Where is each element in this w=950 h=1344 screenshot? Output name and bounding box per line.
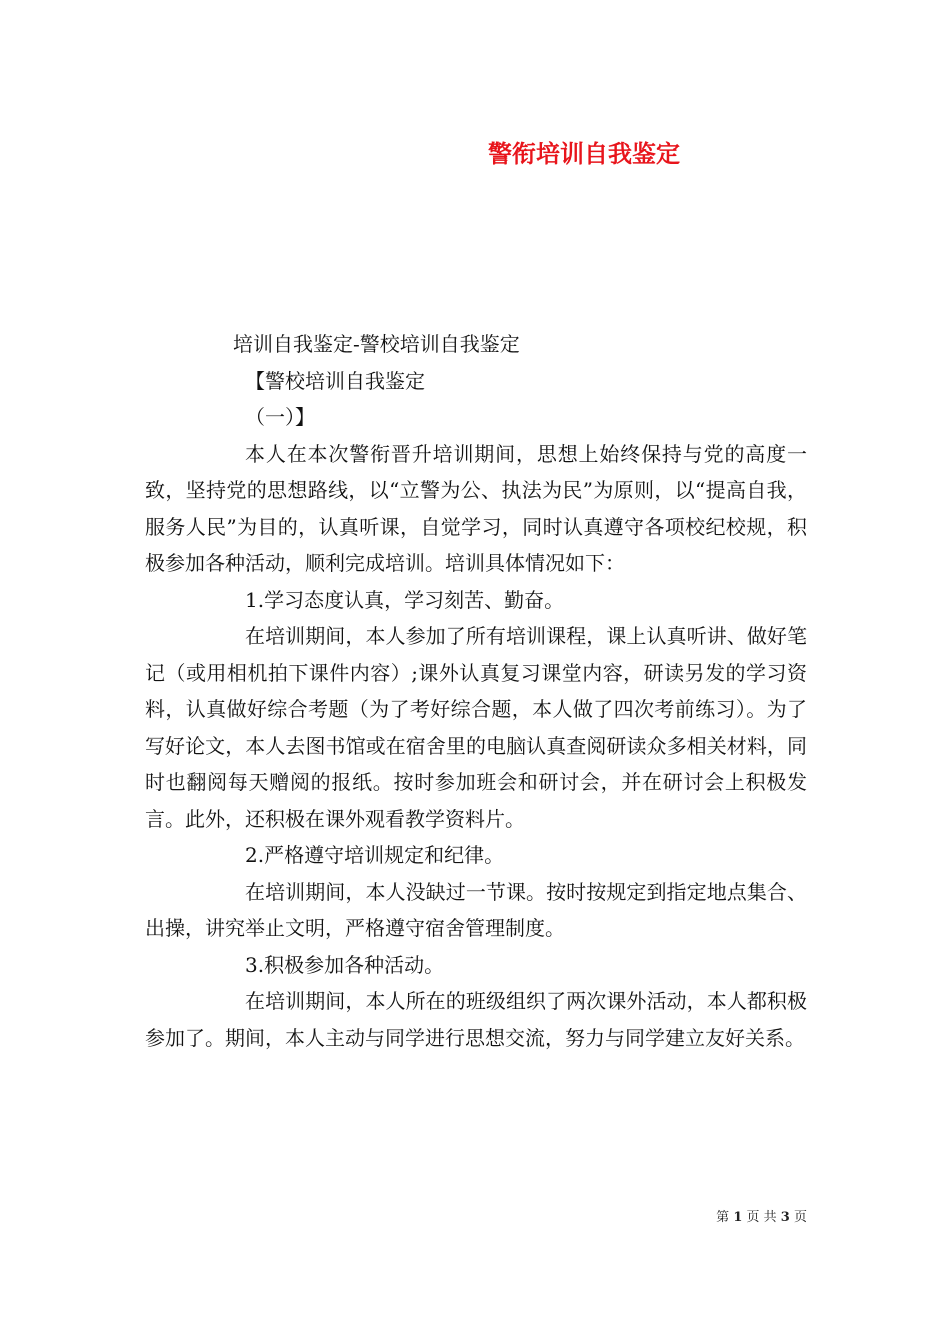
list-item-heading: 3.积极参加各种活动。 (245, 952, 445, 977)
paragraph-activities: 在培训期间，本人所在的班级组织了两次课外活动，本人都积极参加了。期间，本人主动与同学进行思想交流，努力与同学建立友好关系。 (145, 989, 807, 1050)
document-title: 警衔培训自我鉴定 (488, 139, 680, 168)
list-item-heading: 2.严格遵守培训规定和纪律。 (245, 843, 505, 867)
footer-middle: 页 共 (746, 1210, 777, 1225)
document-body (145, 326, 807, 1056)
paragraph-intro: 本人在本次警衔晋升培训期间，思想上始终保持与党的高度一致，坚持党的思想路线，以“立警为公、执法为民”为原则，以“提高自我，服务人民”为目的，认真听课，自觉学习，同时认真遵守各项校纪校规，积极参加各种活动，顺利完成培训。培训具体情况如下： (145, 441, 807, 575)
footer-current-page: 1 (733, 1210, 743, 1225)
footer-suffix: 页 (793, 1210, 807, 1225)
list-item-heading: 1.学习态度认真，学习刻苦、勤奋。 (245, 587, 565, 612)
footer-prefix: 第 (716, 1210, 730, 1225)
footer-total-pages: 3 (780, 1210, 790, 1225)
section-marker: （一）】 (245, 405, 315, 429)
paragraph-discipline: 在培训期间，本人没缺过一节课。按时按规定到指定地点集合、出操，讲究举止文明，严格遵守宿舍管理制度。 (145, 879, 807, 940)
section-heading: 【警校培训自我鉴定 (245, 368, 425, 393)
document-subtitle: 培训自我鉴定-警校培训自我鉴定 (233, 332, 520, 356)
paragraph-study: 在培训期间，本人参加了所有培训课程，课上认真听讲、做好笔记（或用相机拍下课件内容）;课外认真复习课堂内容，研读另发的学习资料，认真做好综合考题（为了考好综合题，本人做了四次考前练习）。为了写好论文，本人去图书馆或在宿舍里的电脑认真查阅研读众多相关材料，同时也翻阅每天赠阅的报纸。按时参加班会和研讨会，并在研讨会上积极发言。此外，还积极在课外观看教学资料片。 (145, 624, 807, 831)
page-footer (716, 1206, 807, 1225)
